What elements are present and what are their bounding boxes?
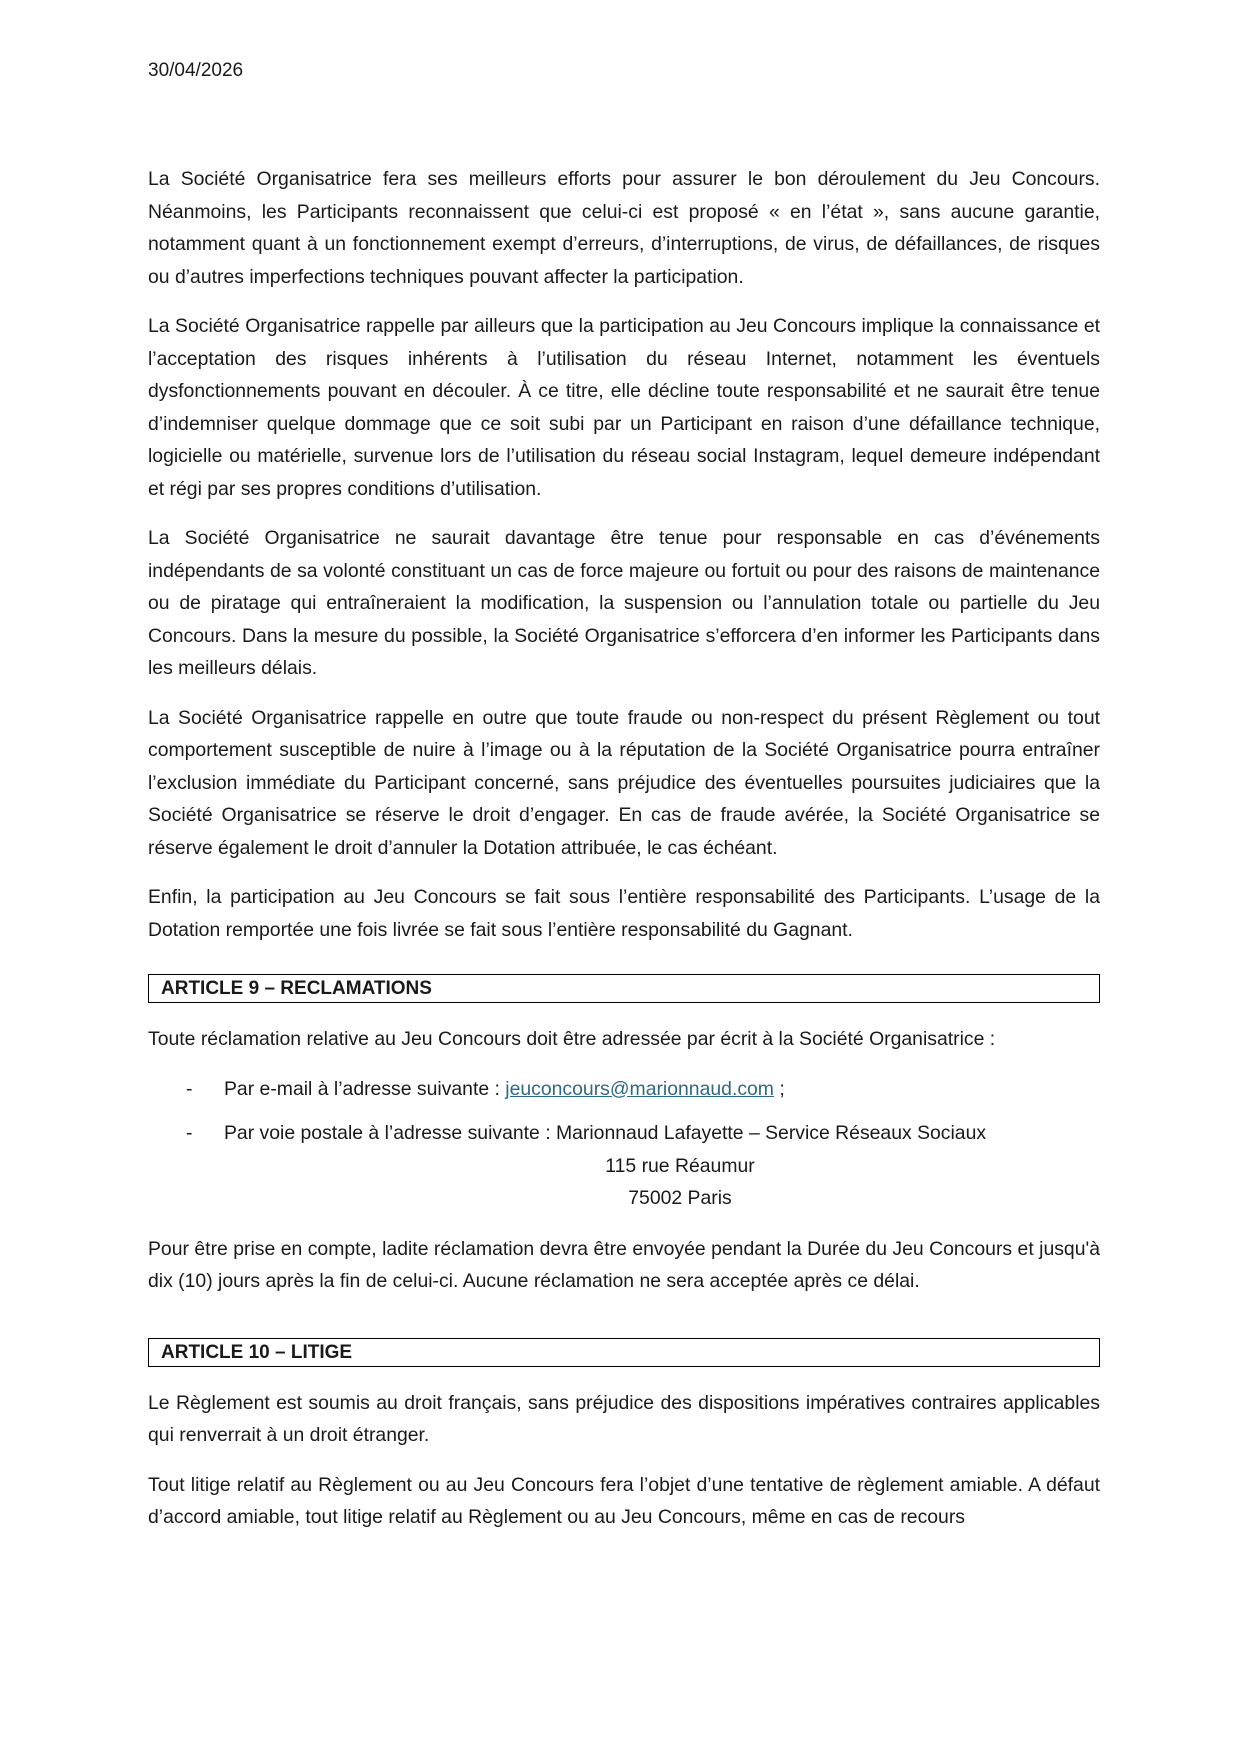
article-10-paragraph-1: Le Règlement est soumis au droit français, sans préjudice des dispositions impératives contraires applicables qui renverrait à un droit étranger. [148,1391,1100,1446]
postal-street: 115 rue Réaumur [605,1154,755,1177]
paragraph-2: La Société Organisatrice rappelle par ailleurs que la participation au Jeu Concours implique la connaissance et l’acceptation des risques inhérents à l’utilisation du réseau Internet, notamment les éventuels dysfonctionnements pouvant en découler. À ce titre, elle décline toute responsabilité et ne saurait être tenue d’indemniser quelque dommage que ce soit subi par un Participant en raison d’une défaillance technique, logicielle ou matérielle, survenue lors de l’utilisation du réseau social Instagram, lequel demeure indépendant et régi par ses propres conditions d’utilisation. [148,315,1100,500]
postal-prefix: Par voie postale à l’adresse suivante : [224,1122,556,1144]
paragraph-3: La Société Organisatrice ne saurait davantage être tenue pour responsable en cas d’événements indépendants de sa volonté constituant un cas de force majeure ou fortuit ou pour des raisons de maintenance ou de piratage qui entraîneraient la modification, la suspension ou l’annulation totale ou partielle du Jeu Concours. Dans la mesure du possible, la Société Organisatrice s’efforcera d’en informer les Participants dans les meilleurs délais. [148,527,1100,679]
list-dash: - [186,1122,193,1144]
article-9-heading: ARTICLE 9 – RECLAMATIONS [148,974,1100,1003]
paragraph-5: Enfin, la participation au Jeu Concours se fait sous l’entière responsabilité des Participants. L’usage de la Dotation remportée une fois livrée se fait sous l’entière responsabilité du Gagnant. [148,886,1100,941]
postal-city: 75002 Paris [628,1187,732,1209]
article-10-paragraph-2: Tout litige relatif au Règlement ou au Jeu Concours fera l’objet d’une tentative de règlement amiable. A défaut d’accord amiable, tout litige relatif au Règlement ou au Jeu Concours, même en cas de recours [148,1473,1100,1528]
list-dash: - [186,1077,193,1100]
email-link[interactable]: jeuconcours@marionnaud.com [505,1077,774,1100]
list-item-email [148,1073,1100,1106]
document-body [148,163,1100,1551]
paragraph-4: La Société Organisatrice rappelle en outre que toute fraude ou non-respect du présent Règlement ou tout comportement susceptible de nuire à l’image ou à la réputation de la Société Organisatrice pourra entraîner l’exclusion immédiate du Participant concerné, sans préjudice des éventuelles poursuites judiciaires que la Société Organisatrice se réserve le droit d’engager. En cas de fraude avérée, la Société Organisatrice se réserve également le droit d’annuler la Dotation attribuée, le cas échéant. [148,706,1100,859]
paragraph-1: La Société Organisatrice fera ses meilleurs efforts pour assurer le bon déroulement du Jeu Concours. Néanmoins, les Participants reconnaissent que celui-ci est proposé « en l’état », sans aucune garantie, notamment quant à un fonctionnement exempt d’erreurs, d’interruptions, de virus, de défaillances, de risques ou d’autres imperfections techniques pouvant affecter la participation. [148,168,1100,288]
email-prefix: Par e-mail à l’adresse suivante : [224,1077,506,1100]
article-9-closing: Pour être prise en compte, ladite réclamation devra être envoyée pendant la Durée du Jeu Concours et jusqu'à dix (10) jours après la fin de celui-ci. Aucune réclamation ne sera acceptée après ce délai. [148,1237,1100,1292]
article-10-heading: ARTICLE 10 – LITIGE [148,1338,1100,1367]
page-date: 30/04/2026 [148,60,244,81]
email-suffix: ; [773,1077,785,1100]
article-9-intro: Toute réclamation relative au Jeu Concours doit être adressée par écrit à la Société Organisatrice : [148,1028,996,1050]
postal-name: Marionnaud Lafayette – Service Réseaux Sociaux [555,1122,987,1144]
list-item-postal [148,1117,1100,1215]
